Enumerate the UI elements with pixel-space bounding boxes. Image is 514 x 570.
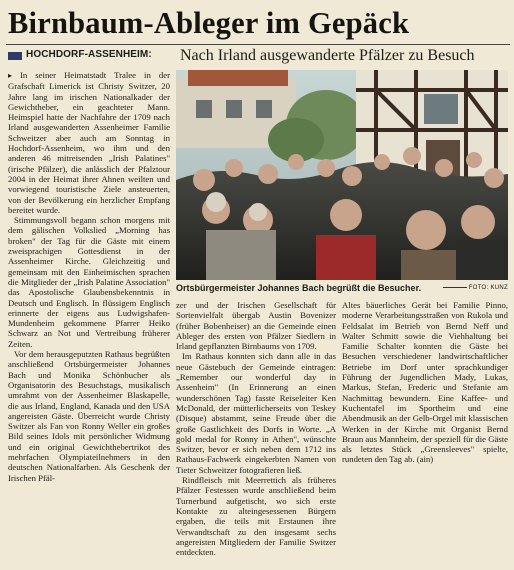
photo-credit <box>443 285 508 291</box>
article-column-3 <box>342 300 508 566</box>
paragraph: Stimmungsvoll begann schon morgens mit dem gälischen Volkslied „Morning has broken" der Tag für die Gäste mit einem zweisprachigen Gottesdienst in der Assenheimer Kirche. Gleichzeitig und gemeinsam mit den Einheimischen sprachen die Mitglieder der „Irish Palatine Association" das Apostolische Glaubensbekenntnis in Deutsch und Englisch. In flüssigem Englisch erinnerte der eigens aus Ludwigshafen-Mundenheim gekommene Pfarrer Heiko Schwarz an Not und Vertreibung früherer Zeiten. <box>8 215 170 349</box>
article-column-1 <box>8 70 170 566</box>
kicker-block <box>8 52 22 60</box>
subheadline: Nach Irland ausgewanderte Pfälzer zu Besuch <box>180 47 475 64</box>
paragraph: ▸ In seiner Heimatstadt Tralee in der Grafschaft Limerick ist Christy Switzer, 20 Jahre lang im irischen Nationalkader der Gewichtheber, ein geachteter Mann. Heimspiel hatte der Nachfahre der 1709 nach Irland ausgewanderten Assenheimer Familie Schweitzer aber auch am Sonntag in Hochdorf-Assenheim, wo ihm und den anderen 46 mitreisenden „Irish Palatines" (irische Pfälzer), die anlässlich der Pfalztour 2004 in der Heimat ihrer Ahnen weilten und vorwiegend touristische Ziele ansteuerten, von der Bevölkerung ein herzlicher Empfang bereitet wurde. <box>8 70 170 215</box>
headline-rule <box>6 44 510 45</box>
paragraph: Im Rathaus konnten sich dann alle in das neue Gästebuch der Gemeinde eintragen: „Remember our wonderful day in Assenheim" (In Erinnerung an einen wunderschönen Tag) fasste Reiseleiter Ken McDonald, der mütterlicherseits von Teskey (Disque) abstammt, seine Freude über die große Gastlichkeit des Dorfs in Worte. „A gold medal for Ronny in Athen", wünschte Switzer, bevor er sich neben dem 1712 ins Rathaus-Fachwerk eingekerbten Namen von Tieter Schweitzer fotografieren ließ. <box>176 351 336 475</box>
paragraph: Rindfleisch mit Meerrettich als früheres Pfälzer Festessen wurde anschließend beim Turnerbund aufgetischt, wo sich erste Kontakte zu alteingesessenen Bürgern ergaben, die teils mit Erstaunen ihre Verwandtschaft zu den insgesamt sechs angereisten Mitgliedern der Familie Switzer entdeckten. <box>176 475 336 558</box>
dateline: HOCHDORF-ASSENHEIM: <box>26 49 152 60</box>
credit-dash <box>443 287 467 288</box>
paragraph: zer und der Irischen Gesellschaft für Sortenvielfalt übergab Austin Bovenizer (früher Bobenheiser) an die Gemeinde einen Ableger des ersten von Pfälzer Siedlern in Irland gepflanzten Birnbaums von 1709. <box>176 300 336 352</box>
photo-caption: Ortsbürgermeister Johannes Bach begrüßt die Besucher. <box>176 283 422 293</box>
article-column-2 <box>176 300 336 566</box>
subheadline-row <box>6 47 510 67</box>
paragraph: Altes bäuerliches Gerät bei Familie Pinno, moderne Verarbeitungsstraßen von Rukola und Feldsalat im Betrieb von Bernd Neff und Walter Schmitt sowie die Viehhaltung bei Familie Schalter konnten die Gäste bei Besuchen verschiedener landwirtschaftlicher Betriebe im Dorf unter sprachkundiger Führung der Jugendlichen Mady, Lukas, Markus, Stefan, Frederic und Stefanie am Nachmittag bewundern. Eine Kaffee- und Kuchentafel im Sportheim und eine Abendmusik an der Gelb-Orgel mit klassischen Werken in der Kirche mit Organist Bernd Braun aus Mannheim, der speziell für die Gäste als letztes Stück „Greensleeves" spielte, rundeten den Tag ab. (ain) <box>342 300 508 465</box>
article-photo <box>176 70 508 280</box>
paragraph: Vor dem herausgeputzten Rathaus begrüßten anschließend Ortsbürgermeister Johannes Bach und Monika Schönbucher als Organisatorin des Besuchstags, musikalisch umrahmt von der Assenheimer Blaskapelle, die aus Irland, England, Kanada und den USA angereisten Gäste. Überreicht wurde Christy Switzer als Fan von Ronny Weller ein großes Bild seines Idols mit persönlicher Widmung und ein original Gewichthebertrikot des mehrfachen Olympiateilnehmers in den deutschen Nationalfarben. Als Geschenk der Irischen Pfäl- <box>8 349 170 483</box>
headline: Birnbaum-Ableger im Gepäck <box>8 6 410 40</box>
photo-credit-text: FOTO: KUNZ <box>468 285 508 291</box>
newspaper-article <box>6 0 510 570</box>
photo-caption-row <box>176 282 508 296</box>
crowd-photo-image <box>176 70 508 280</box>
